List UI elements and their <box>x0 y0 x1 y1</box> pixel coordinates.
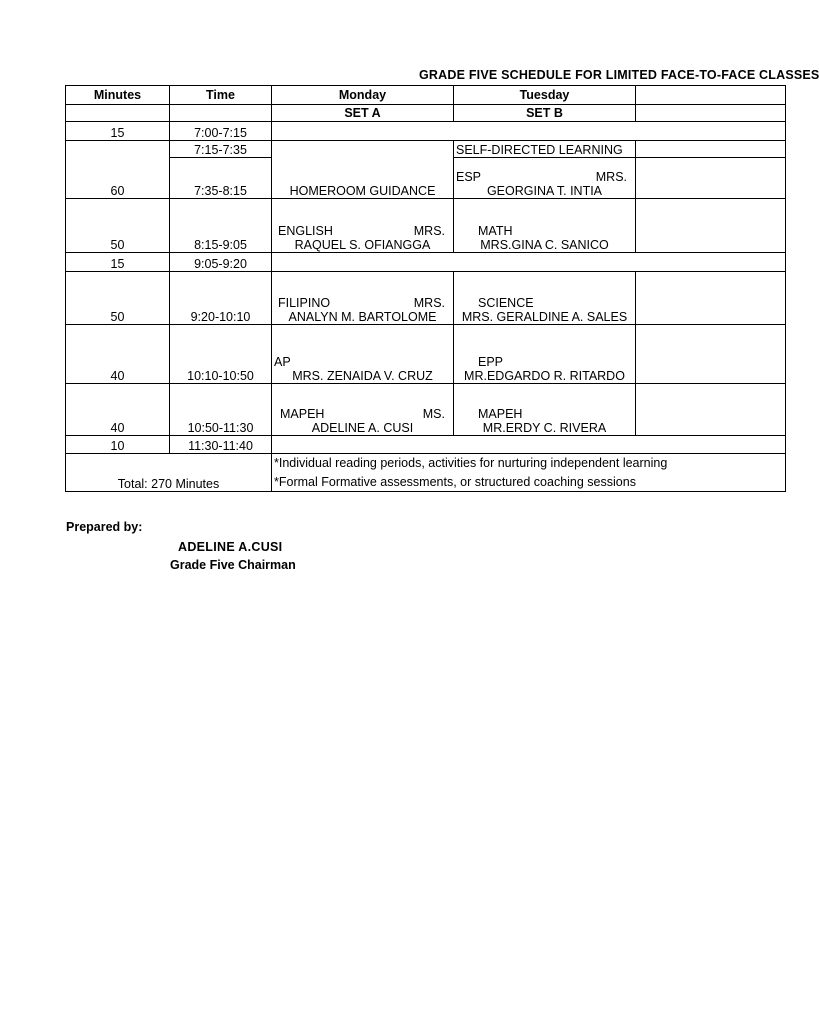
subject-line <box>272 296 453 310</box>
prepared-by-label: Prepared by: <box>66 520 143 534</box>
tuesday-cell <box>454 199 636 253</box>
preparer-name: ADELINE A.CUSI <box>178 540 283 554</box>
subject-line <box>272 224 453 238</box>
minutes-cell: 50 <box>66 272 170 325</box>
time-cell: 10:10-10:50 <box>170 325 272 384</box>
table-row <box>66 141 786 158</box>
table-row <box>66 122 786 141</box>
subject-name: ESP <box>456 170 482 184</box>
minutes-cell: 40 <box>66 325 170 384</box>
subject-name: EPP <box>478 355 504 369</box>
teacher-name: ADELINE A. CUSI <box>311 421 414 435</box>
teacher-name: MRS. GERALDINE A. SALES <box>461 310 628 324</box>
subject-line <box>454 170 635 184</box>
monday-cell <box>272 199 454 253</box>
set-monday: SET A <box>272 105 454 122</box>
monday-cell: HOMEROOM GUIDANCE <box>272 141 454 199</box>
subject-name: AP <box>274 355 291 369</box>
extra-cell <box>636 325 786 384</box>
monday-cell <box>272 272 454 325</box>
monday-cell <box>272 384 454 436</box>
table-row <box>66 253 786 272</box>
header-monday: Monday <box>272 86 454 105</box>
time-cell: 7:35-8:15 <box>170 158 272 199</box>
time-cell: 9:20-10:10 <box>170 272 272 325</box>
time-cell: 10:50-11:30 <box>170 384 272 436</box>
minutes-cell: 15 <box>66 253 170 272</box>
minutes-cell: 40 <box>66 384 170 436</box>
minutes-cell: 10 <box>66 436 170 454</box>
extra-cell <box>636 384 786 436</box>
subject-name: SCIENCE <box>478 296 534 310</box>
subject-line <box>272 407 453 421</box>
schedule-title: GRADE FIVE SCHEDULE FOR LIMITED FACE-TO-FACE CLASSES <box>419 68 819 82</box>
header-minutes: Minutes <box>66 86 170 105</box>
set-extra <box>636 105 786 122</box>
extra-cell <box>636 199 786 253</box>
table-row <box>66 272 786 325</box>
teacher-name: RAQUEL S. OFIANGGA <box>294 238 431 252</box>
teacher-name: GEORGINA T. INTIA <box>486 184 603 198</box>
blank-cell <box>272 253 786 272</box>
tuesday-cell <box>454 384 636 436</box>
extra-cell <box>636 141 786 158</box>
note-line-1: *Individual reading periods, activities for nurturing independent learning <box>272 454 786 473</box>
teacher-title: MRS. <box>595 170 627 184</box>
total-minutes: Total: 270 Minutes <box>66 454 272 492</box>
subject-name: MATH <box>478 224 513 238</box>
subject-name: ENGLISH <box>278 224 333 238</box>
header-row <box>66 86 786 105</box>
set-time-blank <box>170 105 272 122</box>
extra-cell <box>636 272 786 325</box>
table-row <box>66 436 786 454</box>
teacher-title: MRS. <box>413 296 445 310</box>
subject-name: FILIPINO <box>278 296 331 310</box>
teacher-name: MR.EDGARDO R. RITARDO <box>464 369 625 383</box>
monday-cell <box>272 325 454 384</box>
teacher-title: MRS. <box>413 224 445 238</box>
time-cell: 11:30-11:40 <box>170 436 272 454</box>
tuesday-cell <box>454 158 636 199</box>
time-cell: 7:00-7:15 <box>170 122 272 141</box>
teacher-name: MRS.GINA C. SANICO <box>480 238 609 252</box>
header-tuesday: Tuesday <box>454 86 636 105</box>
preparer-role: Grade Five Chairman <box>170 558 296 572</box>
table-row <box>66 199 786 253</box>
teacher-name: ANALYN M. BARTOLOME <box>288 310 437 324</box>
teacher-title: MS. <box>422 407 445 421</box>
subject-name: MAPEH <box>478 407 523 421</box>
tuesday-cell <box>454 272 636 325</box>
time-cell: 9:05-9:20 <box>170 253 272 272</box>
minutes-cell: 50 <box>66 199 170 253</box>
blank-cell <box>272 436 786 454</box>
header-time: Time <box>170 86 272 105</box>
set-minutes-blank <box>66 105 170 122</box>
time-cell: 7:15-7:35 <box>170 141 272 158</box>
minutes-cell: 15 <box>66 122 170 141</box>
blank-cell <box>272 122 786 141</box>
header-extra <box>636 86 786 105</box>
time-cell: 8:15-9:05 <box>170 199 272 253</box>
table-row <box>66 325 786 384</box>
tuesday-cell <box>454 325 636 384</box>
schedule-table <box>65 85 786 492</box>
table-row <box>66 384 786 436</box>
notes-row <box>66 454 786 473</box>
teacher-name: MRS. ZENAIDA V. CRUZ <box>292 369 433 383</box>
set-row <box>66 105 786 122</box>
extra-cell <box>636 158 786 199</box>
minutes-cell: 60 <box>66 141 170 199</box>
note-line-2: *Formal Formative assessments, or structured coaching sessions <box>272 473 786 492</box>
subject-name: MAPEH <box>280 407 325 421</box>
tuesday-cell: SELF-DIRECTED LEARNING <box>454 141 636 158</box>
set-tuesday: SET B <box>454 105 636 122</box>
teacher-name: MR.ERDY C. RIVERA <box>482 421 607 435</box>
